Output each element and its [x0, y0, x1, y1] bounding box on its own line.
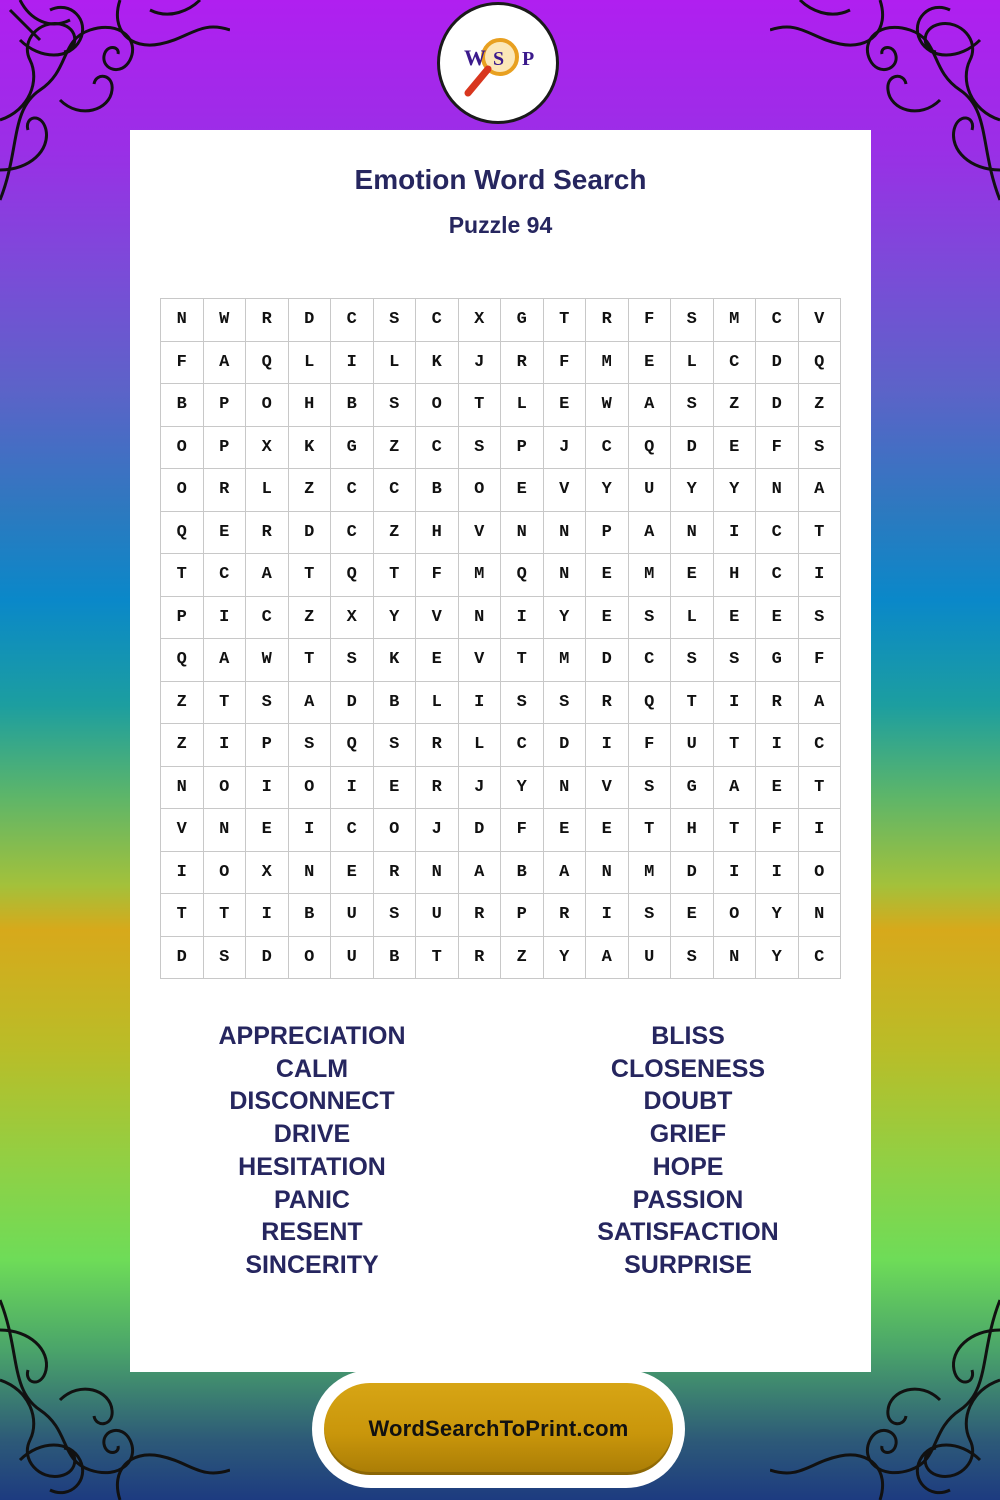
grid-cell[interactable]: A — [204, 639, 247, 682]
grid-cell[interactable]: I — [799, 554, 842, 597]
grid-cell[interactable]: T — [416, 937, 459, 980]
grid-cell[interactable]: Q — [501, 554, 544, 597]
grid-cell[interactable]: S — [289, 724, 332, 767]
grid-cell[interactable]: I — [714, 682, 757, 725]
grid-cell[interactable]: X — [331, 597, 374, 640]
grid-cell[interactable]: E — [586, 597, 629, 640]
grid-cell[interactable]: C — [799, 724, 842, 767]
grid-cell[interactable]: P — [246, 724, 289, 767]
word-list-item: RESENT — [261, 1218, 363, 1247]
word-list-item: HOPE — [652, 1152, 724, 1181]
grid-cell[interactable]: S — [374, 724, 417, 767]
grid-cell[interactable]: I — [714, 852, 757, 895]
grid-cell[interactable]: I — [246, 894, 289, 937]
grid-cell[interactable]: I — [799, 809, 842, 852]
grid-cell[interactable]: Y — [714, 469, 757, 512]
grid-cell[interactable]: S — [671, 384, 714, 427]
grid-cell[interactable]: U — [629, 937, 672, 980]
grid-cell[interactable]: N — [714, 937, 757, 980]
grid-cell[interactable]: C — [501, 724, 544, 767]
grid-cell[interactable]: E — [586, 554, 629, 597]
site-link-label[interactable]: WordSearchToPrint.com — [368, 1416, 629, 1441]
grid-cell[interactable]: O — [204, 852, 247, 895]
grid-cell[interactable]: L — [671, 597, 714, 640]
word-list-item: CALM — [275, 1054, 349, 1083]
grid-cell[interactable]: L — [416, 682, 459, 725]
grid-cell[interactable]: D — [671, 427, 714, 470]
grid-cell[interactable]: G — [331, 427, 374, 470]
grid-cell[interactable]: X — [459, 299, 502, 342]
grid-cell[interactable]: M — [544, 639, 587, 682]
grid-cell[interactable]: Q — [629, 427, 672, 470]
grid-cell[interactable]: C — [756, 512, 799, 555]
site-link-button[interactable] — [312, 1370, 685, 1488]
grid-cell[interactable]: A — [459, 852, 502, 895]
grid-cell[interactable]: I — [246, 767, 289, 810]
grid-cell[interactable]: D — [459, 809, 502, 852]
word-list-item: DRIVE — [273, 1120, 351, 1149]
grid-cell[interactable]: E — [204, 512, 247, 555]
grid-cell[interactable]: A — [289, 682, 332, 725]
grid-cell[interactable]: D — [246, 937, 289, 980]
grid-cell[interactable]: D — [331, 682, 374, 725]
grid-cell[interactable]: I — [501, 597, 544, 640]
grid-cell[interactable]: Y — [374, 597, 417, 640]
grid-cell[interactable]: A — [204, 342, 247, 385]
grid-cell[interactable]: E — [756, 767, 799, 810]
grid-cell[interactable]: P — [501, 894, 544, 937]
grid-cell[interactable]: Y — [586, 469, 629, 512]
grid-cell[interactable]: F — [756, 809, 799, 852]
grid-cell[interactable]: O — [799, 852, 842, 895]
grid-cell[interactable]: V — [586, 767, 629, 810]
grid-cell[interactable]: X — [246, 427, 289, 470]
grid-cell[interactable]: E — [671, 554, 714, 597]
grid-cell[interactable]: O — [459, 469, 502, 512]
grid-cell[interactable]: T — [799, 767, 842, 810]
grid-cell[interactable]: C — [756, 554, 799, 597]
grid-cell[interactable]: P — [586, 512, 629, 555]
grid-cell[interactable]: O — [246, 384, 289, 427]
grid-cell[interactable]: L — [671, 342, 714, 385]
grid-cell[interactable]: C — [374, 469, 417, 512]
grid-cell[interactable]: E — [629, 342, 672, 385]
grid-cell[interactable]: D — [161, 937, 204, 980]
wsp-logo[interactable] — [437, 2, 559, 124]
grid-cell[interactable]: T — [374, 554, 417, 597]
grid-cell[interactable]: R — [246, 299, 289, 342]
grid-cell[interactable]: R — [416, 767, 459, 810]
grid-cell[interactable]: Z — [799, 384, 842, 427]
site-link-pill[interactable] — [324, 1383, 673, 1475]
page-title: Emotion Word Search — [354, 164, 647, 195]
grid-cell[interactable]: T — [544, 299, 587, 342]
grid-cell[interactable]: D — [671, 852, 714, 895]
grid-cell[interactable]: Q — [161, 639, 204, 682]
grid-cell[interactable]: S — [671, 639, 714, 682]
grid-cell[interactable]: C — [331, 809, 374, 852]
logo-letter-s: S — [493, 48, 505, 70]
grid-cell[interactable]: U — [416, 894, 459, 937]
grid-cell[interactable]: L — [246, 469, 289, 512]
grid-cell[interactable]: F — [799, 639, 842, 682]
grid-cell[interactable]: N — [544, 554, 587, 597]
grid-cell[interactable]: T — [204, 894, 247, 937]
grid-cell[interactable]: A — [246, 554, 289, 597]
grid-cell[interactable]: N — [289, 852, 332, 895]
grid-cell[interactable]: H — [416, 512, 459, 555]
grid-cell[interactable]: F — [629, 724, 672, 767]
grid-cell[interactable]: Q — [331, 554, 374, 597]
grid-cell[interactable]: C — [629, 639, 672, 682]
grid-cell[interactable]: N — [544, 512, 587, 555]
grid-cell[interactable]: T — [714, 809, 757, 852]
grid-cell[interactable]: I — [756, 724, 799, 767]
grid-cell[interactable]: O — [289, 767, 332, 810]
grid-cell[interactable]: R — [544, 894, 587, 937]
grid-cell[interactable]: E — [416, 639, 459, 682]
grid-cell[interactable]: N — [161, 767, 204, 810]
word-list-item: DISCONNECT — [229, 1087, 395, 1116]
grid-cell[interactable]: Z — [501, 937, 544, 980]
grid-cell[interactable]: S — [331, 639, 374, 682]
grid-cell[interactable]: L — [501, 384, 544, 427]
grid-cell[interactable]: O — [161, 427, 204, 470]
grid-cell[interactable]: T — [501, 639, 544, 682]
grid-cell[interactable]: R — [459, 937, 502, 980]
grid-cell[interactable]: E — [544, 809, 587, 852]
grid-cell[interactable]: G — [671, 767, 714, 810]
grid-cell[interactable]: I — [756, 852, 799, 895]
grid-cell[interactable]: S — [374, 384, 417, 427]
grid-cell[interactable]: B — [416, 469, 459, 512]
grid-cell[interactable]: T — [161, 894, 204, 937]
grid-cell[interactable]: E — [671, 894, 714, 937]
grid-cell[interactable]: Y — [501, 767, 544, 810]
word-list-item: APPRECIATION — [218, 1022, 406, 1050]
grid-cell[interactable]: S — [501, 682, 544, 725]
grid-cell[interactable]: N — [204, 809, 247, 852]
grid-cell[interactable]: O — [714, 894, 757, 937]
grid-cell[interactable]: N — [671, 512, 714, 555]
word-list-item: DOUBT — [643, 1087, 733, 1116]
grid-cell[interactable]: S — [544, 682, 587, 725]
grid-cell[interactable]: W — [246, 639, 289, 682]
grid-cell[interactable]: J — [544, 427, 587, 470]
grid-cell[interactable]: H — [671, 809, 714, 852]
grid-cell[interactable]: N — [544, 767, 587, 810]
grid-cell[interactable]: I — [459, 682, 502, 725]
grid-cell[interactable]: A — [544, 852, 587, 895]
grid-cell[interactable]: F — [629, 299, 672, 342]
word-list-item: SURPRISE — [624, 1250, 752, 1279]
grid-cell[interactable]: N — [586, 852, 629, 895]
grid-cell[interactable]: Y — [756, 894, 799, 937]
grid-cell[interactable]: S — [671, 937, 714, 980]
grid-cell[interactable]: F — [161, 342, 204, 385]
grid-cell[interactable]: B — [374, 937, 417, 980]
grid-cell[interactable]: T — [629, 809, 672, 852]
logo-letter-w: W — [464, 45, 486, 70]
grid-cell[interactable]: N — [161, 299, 204, 342]
grid-cell[interactable]: M — [714, 299, 757, 342]
grid-cell[interactable]: Y — [671, 469, 714, 512]
grid-cell[interactable]: R — [204, 469, 247, 512]
grid-cell[interactable]: S — [374, 299, 417, 342]
grid-cell[interactable]: C — [714, 342, 757, 385]
grid-cell[interactable]: R — [586, 299, 629, 342]
grid-cell[interactable]: D — [289, 512, 332, 555]
grid-cell[interactable]: B — [331, 384, 374, 427]
grid-cell[interactable]: Z — [374, 512, 417, 555]
grid-cell[interactable]: I — [586, 894, 629, 937]
letter-grid — [160, 298, 841, 979]
grid-cell[interactable]: E — [544, 384, 587, 427]
grid-cell[interactable]: P — [204, 427, 247, 470]
grid-cell[interactable]: A — [629, 512, 672, 555]
grid-cell[interactable]: C — [416, 427, 459, 470]
grid-cell[interactable]: S — [629, 767, 672, 810]
grid-cell[interactable]: S — [204, 937, 247, 980]
grid-cell[interactable]: F — [544, 342, 587, 385]
grid-cell[interactable]: S — [629, 597, 672, 640]
grid-cell[interactable]: P — [501, 427, 544, 470]
grid-cell[interactable]: D — [586, 639, 629, 682]
grid-cell[interactable]: K — [289, 427, 332, 470]
grid-cell[interactable]: J — [459, 767, 502, 810]
grid-cell[interactable]: L — [289, 342, 332, 385]
word-list-item: PASSION — [632, 1185, 744, 1214]
grid-cell[interactable]: C — [799, 937, 842, 980]
grid-cell[interactable]: O — [416, 384, 459, 427]
word-list-right — [538, 1020, 838, 1282]
grid-cell[interactable]: T — [161, 554, 204, 597]
grid-cell[interactable]: N — [416, 852, 459, 895]
grid-cell[interactable]: C — [756, 299, 799, 342]
grid-cell[interactable]: Y — [544, 597, 587, 640]
grid-cell[interactable]: F — [756, 427, 799, 470]
grid-cell[interactable]: E — [374, 767, 417, 810]
grid-cell[interactable]: S — [714, 639, 757, 682]
puzzle-number: Puzzle 94 — [448, 212, 553, 238]
grid-cell[interactable]: P — [204, 384, 247, 427]
grid-cell[interactable]: Z — [714, 384, 757, 427]
grid-cell[interactable]: R — [459, 894, 502, 937]
grid-cell[interactable]: I — [714, 512, 757, 555]
grid-cell[interactable]: I — [204, 597, 247, 640]
grid-cell[interactable]: I — [161, 852, 204, 895]
grid-cell[interactable]: C — [416, 299, 459, 342]
logo-letter-p: P — [522, 48, 535, 70]
grid-cell[interactable]: K — [374, 639, 417, 682]
grid-cell[interactable]: R — [374, 852, 417, 895]
grid-cell[interactable]: R — [756, 682, 799, 725]
grid-cell[interactable]: D — [756, 384, 799, 427]
grid-cell[interactable]: E — [714, 427, 757, 470]
grid-cell[interactable]: C — [246, 597, 289, 640]
grid-cell[interactable]: S — [374, 894, 417, 937]
grid-cell[interactable]: T — [459, 384, 502, 427]
grid-cell[interactable]: N — [459, 597, 502, 640]
grid-cell[interactable]: B — [501, 852, 544, 895]
grid-cell[interactable]: V — [799, 299, 842, 342]
word-list-item: SINCERITY — [245, 1250, 379, 1279]
grid-cell[interactable]: Y — [756, 937, 799, 980]
word-list-item: CLOSENESS — [610, 1054, 766, 1083]
grid-cell[interactable]: G — [501, 299, 544, 342]
grid-cell[interactable]: U — [331, 894, 374, 937]
grid-cell[interactable]: K — [416, 342, 459, 385]
grid-cell[interactable]: R — [501, 342, 544, 385]
grid-cell[interactable]: O — [374, 809, 417, 852]
grid-cell[interactable]: A — [799, 469, 842, 512]
grid-cell[interactable]: B — [374, 682, 417, 725]
grid-cell[interactable]: U — [671, 724, 714, 767]
grid-cell[interactable]: V — [416, 597, 459, 640]
grid-cell[interactable]: V — [459, 639, 502, 682]
grid-cell[interactable]: Y — [544, 937, 587, 980]
grid-cell[interactable]: Q — [161, 512, 204, 555]
grid-cell[interactable]: L — [459, 724, 502, 767]
grid-cell[interactable]: N — [799, 894, 842, 937]
grid-cell[interactable]: E — [756, 597, 799, 640]
grid-cell[interactable]: E — [714, 597, 757, 640]
grid-cell[interactable]: Q — [799, 342, 842, 385]
grid-cell[interactable]: F — [501, 809, 544, 852]
grid-cell[interactable]: E — [331, 852, 374, 895]
grid-cell[interactable]: N — [756, 469, 799, 512]
grid-cell[interactable]: S — [246, 682, 289, 725]
grid-cell[interactable]: Z — [289, 597, 332, 640]
grid-cell[interactable]: T — [289, 554, 332, 597]
grid-cell[interactable]: W — [586, 384, 629, 427]
grid-cell[interactable]: S — [459, 427, 502, 470]
puzzle-card — [130, 130, 871, 1372]
grid-cell[interactable]: D — [289, 299, 332, 342]
grid-cell[interactable]: Q — [331, 724, 374, 767]
grid-cell[interactable]: L — [374, 342, 417, 385]
grid-cell[interactable]: S — [799, 427, 842, 470]
grid-cell[interactable]: R — [416, 724, 459, 767]
grid-cell[interactable]: C — [586, 427, 629, 470]
grid-cell[interactable]: D — [544, 724, 587, 767]
grid-cell[interactable]: R — [586, 682, 629, 725]
grid-cell[interactable]: G — [756, 639, 799, 682]
grid-cell[interactable]: A — [629, 384, 672, 427]
grid-cell[interactable]: A — [714, 767, 757, 810]
grid-cell[interactable]: N — [501, 512, 544, 555]
grid-cell[interactable]: T — [799, 512, 842, 555]
grid-cell[interactable]: Z — [161, 724, 204, 767]
grid-cell[interactable]: V — [459, 512, 502, 555]
grid-cell[interactable]: C — [331, 512, 374, 555]
grid-cell[interactable]: P — [161, 597, 204, 640]
grid-cell[interactable]: O — [289, 937, 332, 980]
grid-cell[interactable]: C — [331, 299, 374, 342]
word-list-item: SATISFACTION — [597, 1218, 779, 1247]
grid-cell[interactable]: U — [331, 937, 374, 980]
grid-cell[interactable]: H — [714, 554, 757, 597]
grid-cell[interactable]: C — [331, 469, 374, 512]
grid-cell[interactable]: J — [416, 809, 459, 852]
grid-cell[interactable]: Q — [629, 682, 672, 725]
grid-cell[interactable]: M — [629, 554, 672, 597]
grid-cell[interactable]: F — [416, 554, 459, 597]
grid-cell[interactable]: T — [671, 682, 714, 725]
grid-cell[interactable]: E — [586, 809, 629, 852]
grid-cell[interactable]: Z — [374, 427, 417, 470]
grid-cell[interactable]: I — [331, 342, 374, 385]
grid-cell[interactable]: M — [629, 852, 672, 895]
grid-cell[interactable]: E — [501, 469, 544, 512]
word-list-item: BLISS — [651, 1022, 725, 1050]
grid-cell[interactable]: T — [714, 724, 757, 767]
grid-cell[interactable]: Q — [246, 342, 289, 385]
word-list-item: GRIEF — [649, 1120, 727, 1149]
grid-cell[interactable]: T — [289, 639, 332, 682]
grid-cell[interactable]: X — [246, 852, 289, 895]
grid-cell[interactable]: S — [629, 894, 672, 937]
grid-cell[interactable]: I — [331, 767, 374, 810]
grid-cell[interactable]: S — [799, 597, 842, 640]
grid-cell[interactable]: V — [544, 469, 587, 512]
grid-cell[interactable]: B — [161, 384, 204, 427]
grid-cell[interactable]: W — [204, 299, 247, 342]
grid-cell[interactable]: A — [586, 937, 629, 980]
grid-cell[interactable]: Z — [289, 469, 332, 512]
grid-cell[interactable]: B — [289, 894, 332, 937]
grid-cell[interactable]: O — [161, 469, 204, 512]
grid-cell[interactable]: R — [246, 512, 289, 555]
grid-cell[interactable]: J — [459, 342, 502, 385]
grid-cell[interactable]: T — [204, 682, 247, 725]
grid-cell[interactable]: M — [459, 554, 502, 597]
grid-cell[interactable]: E — [246, 809, 289, 852]
grid-cell[interactable]: I — [586, 724, 629, 767]
grid-cell[interactable]: Z — [161, 682, 204, 725]
grid-cell[interactable]: M — [586, 342, 629, 385]
grid-cell[interactable]: O — [204, 767, 247, 810]
grid-cell[interactable]: H — [289, 384, 332, 427]
grid-cell[interactable]: I — [289, 809, 332, 852]
grid-cell[interactable]: V — [161, 809, 204, 852]
grid-cell[interactable]: C — [204, 554, 247, 597]
word-list-item: HESITATION — [238, 1152, 386, 1181]
word-list-left — [162, 1020, 462, 1282]
word-list-item: PANIC — [274, 1185, 350, 1214]
grid-cell[interactable]: D — [756, 342, 799, 385]
grid-cell[interactable]: U — [629, 469, 672, 512]
grid-cell[interactable]: S — [671, 299, 714, 342]
grid-cell[interactable]: A — [799, 682, 842, 725]
grid-cell[interactable]: I — [204, 724, 247, 767]
